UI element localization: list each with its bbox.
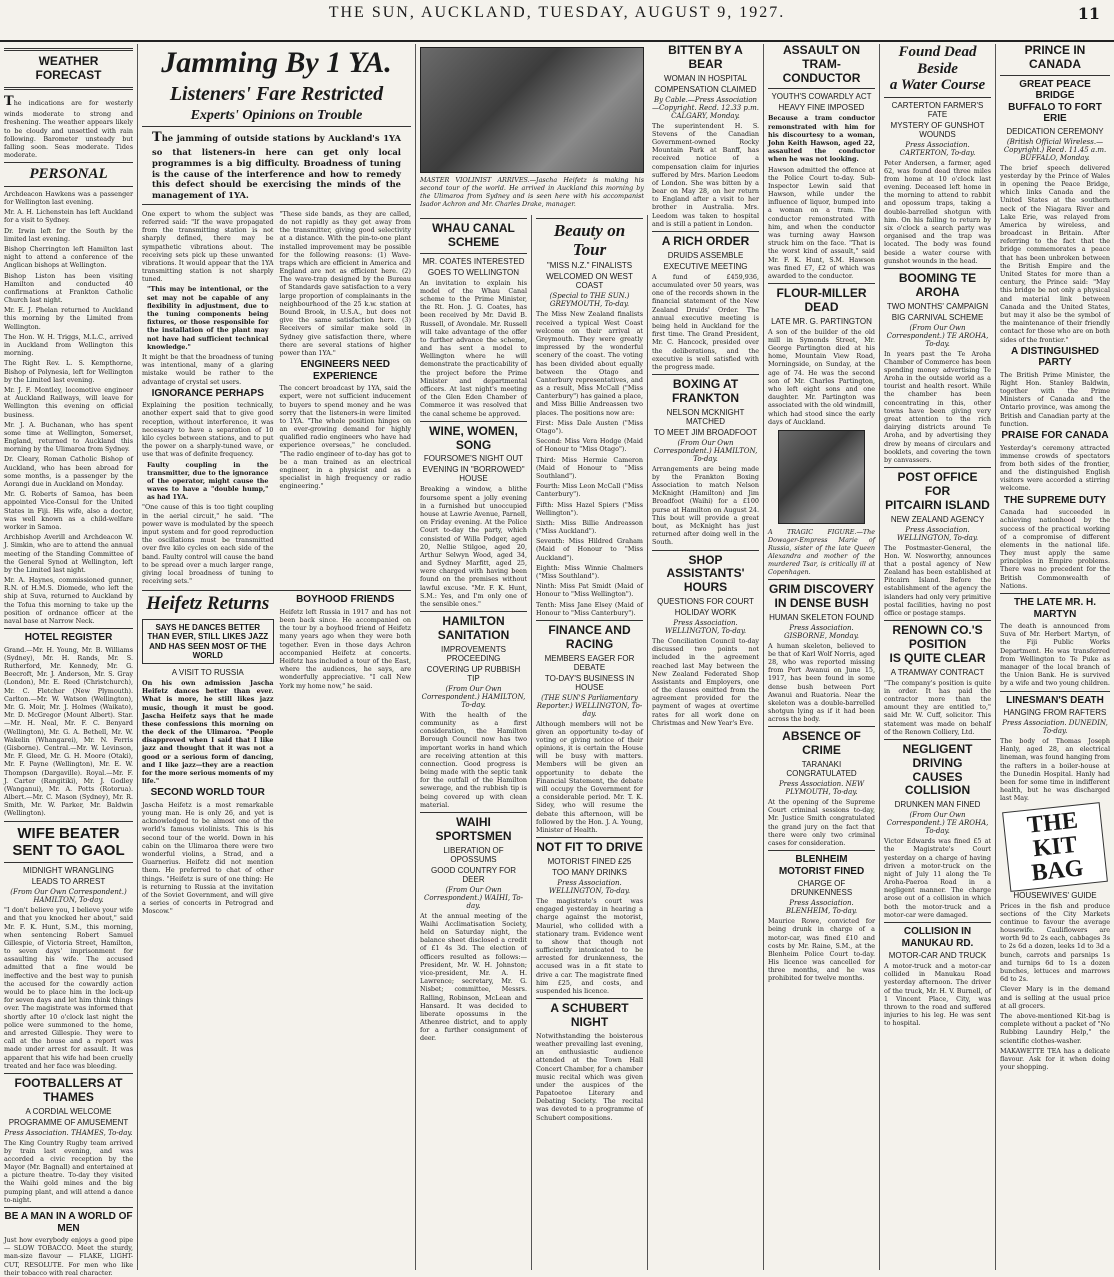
- finance-byline: (THE SUN'S Parliamentary Reporter.) WELLINGTON, To-day.: [536, 693, 643, 718]
- column-7: [880, 44, 996, 1270]
- prince-subhead: GREAT PEACE BRIDGE: [1019, 78, 1091, 102]
- finalist-item: Sixth: Miss Billie Andreasson ("Miss Auckland").: [536, 518, 643, 536]
- praise-heading: PRAISE FOR CANADA: [1001, 430, 1109, 442]
- grim-heading-2: IN DENSE BUSH: [774, 595, 869, 610]
- finalists-list: [536, 419, 643, 617]
- grim-heading: GRIM DISCOVERY: [769, 581, 874, 596]
- prince-subhead-3: DEDICATION CEREMONY: [1006, 126, 1104, 136]
- hotel-register-text: Grand.—Mr. H. Young, Mr. B. Williams (Sydney), Mr. H. Rands, Mr. S. Rutherford, Mr. Kennedy, Mr. G. Beecroft, Mr. J. Anderson, Mr. S. Gray (London), Mr. E. Reed (Christchurch), Mr. C. Fletcher (New Plymouth). Carlton.—Mr. W. Watson (Wellington), Mr. G. Moir, Mr. J. Holmes (Waikato), Mr. D. McGregor (Mount Albert). Star.—Mr. H. Neal, Mr. F. C. Benyard (Wellington), Mr. G. A. Bethell, Mr. W. Wakelin (Whangarei), Mr. N. Ferris (Gisborne). Central.—Mr. W. Levinson, Mr. F. Gleed, Mr. G. H. Moore (Otaki), Mr. F. Payne (Wellington), Mr. E. W. Thompson (Dargaville). Royal.—Mr. F. J. Carter (Rangitiki), Mr. J. Godley (Wanganui), Mr. A. Potts (Rotorua). Albert.—Mr. C. Mason (Sydney), Mr. R. Smith, Mr. W. Parker, Mr. Baldwin (Wellington).: [4, 645, 133, 818]
- grim-text: A human skeleton, believed to be that of Karl Wolf Norris, aged 28, who was reported missing from Port Awanui on June 15, 1917, has been found in some dense bush between Port Awanui and Ruatoria. Near the skeleton was a double-barrelled shotgun lying as if it had been across the body.: [768, 641, 875, 724]
- wine-subhead-2: EVENING IN "BORROWED" HOUSE: [422, 465, 525, 484]
- jamming-quote: Faulty coupling in the transmitter, due to the ignorance of the operator, might cause the waves to have a "double hump," as had 1YA.: [147, 460, 269, 502]
- waihi-heading: WAIHI SPORTSMEN: [435, 815, 512, 843]
- post-office-heading: POST OFFICE FOR: [897, 470, 978, 498]
- heifetz-headline: Heifetz Returns: [146, 593, 270, 615]
- wine-subhead: FOURSOME'S NIGHT OUT: [423, 454, 524, 464]
- jamming-text: One expert to whom the subject was referred said: "If the wave propagated from the transmitting station is not sharply defined, there may be sympathetic vibrations about. The receiving sets pick up these unwanted vibrations. It would appear that the 1YA transmitting station is not sharply tuned.: [142, 209, 274, 284]
- wife-beater-heading-2: SENT TO GAOL: [12, 841, 125, 859]
- assault-subhead-2: HEAVY FINE IMPOSED: [778, 103, 865, 113]
- post-office-byline: Press Association. WELLINGTON, To-day.: [896, 525, 979, 542]
- personal-item: Mr. A. H. Lichenstein has left Auckland for a visit to Sydney.: [4, 208, 133, 225]
- column-5: [648, 44, 764, 1270]
- blenheim-heading: BLENHEIM MOTORIST FINED: [778, 854, 865, 877]
- bear-subhead: WOMAN IN HOSPITAL: [664, 73, 747, 83]
- blenheim-byline: Press Association. BLENHEIM, To-day.: [785, 899, 858, 916]
- footballers-byline: Press Association. THAMES, To-day.: [4, 1128, 133, 1137]
- manukau-text: A motor-truck and a motor-car collided in Manukau Road yesterday afternoon. The driver of the truck, Mr. H. V. Burnell, of 1 Vincent Place, City, was thrown to the road and suffered injuries to his leg. He was sent to hospital.: [884, 962, 991, 1028]
- martyn-heading: THE LATE MR. H. MARTYN: [1013, 597, 1097, 620]
- finalist-item: First: Miss Dale Austen ("Miss Otago").: [536, 418, 643, 435]
- personal-item: Dr. Cleary, Roman Catholic Bishop of Auckland, who has been abroad for some months, is a passenger by the Aorangi due in Auckland on Monday.: [4, 455, 133, 489]
- kit-bag-text: The above-mentioned Kit-bag is complete without a packet of "No Rubbing Laundry Help," the scientific clothes-washer.: [1000, 1011, 1110, 1045]
- manukau-subhead: MOTOR-CAR AND TRUCK: [888, 951, 987, 960]
- kit-bag-logo-line: KIT: [1031, 831, 1079, 862]
- wine-text: Breaking a window, a blithe foursome spent a jolly evening in a furnished but unoccupied house at Lawrie Avenue, Parnell, on Friday evening. At the Police Court to-day the party, which consisted of Willa Podger, aged 20, Nellie Stilgoe, aged 20, Arthur Selwyn Wood, aged 34, and Sydney Marfitt, aged 25, were charged with having been found on the premises without lawful excuse. "Mr. F. K. Hunt, S.M.: Yes, and I'm only one of the sensible ones.": [420, 485, 527, 608]
- prince-subhead-2: BUFFALO TO FORT ERIE: [1008, 101, 1102, 125]
- personal-item: Bishop Cherrington left Hamilton last night to attend a conference of the Anglican bishops at Wellington.: [4, 244, 133, 270]
- personal-item: The Hon. W. H. Triggs, M.L.C., arrived in Auckland from Wellington this morning.: [4, 332, 133, 358]
- hamilton-byline: (From Our Own Correspondent.) HAMILTON, To-day.: [421, 684, 526, 709]
- water-course-text: Peter Andersen, a farmer, aged 62, was found dead three miles from home at 10 o'clock last evening. Deceased left home in the morning to attend to rabbit and opossum traps, taking a double-barrelled shotgun with him. On his failing to return by six o'clock a search party was organised and the trap was located. The body was found beside a water course with gunshot wounds in the head.: [884, 158, 991, 265]
- personal-item: Bishop Liston has been visiting Hamilton and conducted 40 confirmations at Frankton Catholic Church last night.: [4, 271, 133, 305]
- linesman-heading: LINESMAN'S DEATH: [1006, 694, 1104, 706]
- finalist-item: Ninth: Miss Pat Smidt (Maid of Honour to "Miss Wellington").: [536, 582, 643, 599]
- boxing-text: Arrangements are being made by the Frankton Boxing Association to match Nelson McKnight (Hamilton) and Jim Broadfoot (Waihi) for a £100 purse at Hamilton on August 24. This bout will provide a great bout, as McKnight has just returned after doing well in the South.: [652, 464, 759, 547]
- bear-byline: By Cable.—Press Association—Copyright. Recd. 12.33 p.m. CALGARY, Monday.: [652, 95, 759, 120]
- hotel-register-heading: HOTEL REGISTER: [24, 632, 113, 644]
- crime-byline: Press Association. NEW PLYMOUTH, To-day.: [778, 780, 865, 797]
- wife-beater-byline: (From Our Own Correspondent.) HAMILTON, To-day.: [10, 888, 127, 905]
- footballers-heading: FOOTBALLERS AT THAMES: [14, 1075, 123, 1104]
- column-8: [996, 44, 1114, 1270]
- party-heading: A DISTINGUISHED PARTY: [1011, 345, 1099, 369]
- assault-subhead: YOUTH'S COWARDLY ACT: [771, 92, 872, 102]
- heifetz-photo: [420, 47, 644, 173]
- party-text: The British Prime Minister, the Right Hon. Stanley Baldwin, together with the Prime Ministers of Canada and the Ontario province, was among the British and Canadian party at the function.: [1000, 370, 1110, 428]
- personal-item: Archdeacon Hawkens was a passenger for Wellington last evening.: [4, 189, 133, 207]
- assault-text: Hawson admitted the offence at the Police Court to-day. Sub-Inspector Lewin said that Hawson, while under the influence of liquor, bumped into a woman on a tram. The conductor remonstrated with him, and when the conductor was turning away Hawson struck him on the face. "That is the worst kind of assault," said Mr. F. K. Hunt, S.M. Hawson was fined £7, £2 of which was awarded to the conductor.: [768, 165, 875, 280]
- jamming-text: "These side bands, as they are called, do not rapidly as they get away from the transmitter, giving good selectivity at a distance. With the pin-to-one plant installed improvement may be possible for the following reasons: (1) Wave-traps which are efficient in America and England are not as efficient here. (2) The wave-trap designed by the Bureau of Standards gave satisfaction to a very large proportion of complainants in the neighbourhood of the 25 k.w. station at Bound Brook, in U.S.A., but does not give the same satisfaction here. (3) Receivers of similar make sold in Sydney give satisfaction there, where there are several stations of higher power than 1YA.": [279, 209, 411, 357]
- waihi-text: At the annual meeting of the Waihi Acclimatisation Society, held on Saturday night, the balance sheet disclosed a credit of £1 4s 3d. The election of officers resulted as follows:—President, Mr. W. H. Johnston; vice-president, Mr. A. H. Lawrence; secretary, Mr. G. Nisbet; committee, Messrs. Ralling, Robinson, McLean and Hansard. It was decided to liberate opossums in the Athenree district, and to apply for a further consignment of deer.: [420, 911, 527, 1043]
- duty-heading: THE SUPREME DUTY: [1003, 494, 1107, 506]
- flour-miller-heading: FLOUR-MILLER DEAD: [776, 286, 867, 314]
- te-aroha-byline: (From Our Own Correspondent.) TE AROHA, To-day.: [886, 323, 989, 348]
- waihi-subhead-2: GOOD COUNTRY FOR DEER: [430, 865, 517, 884]
- column-4: [532, 215, 648, 1270]
- boyhood-text: Heifetz left Russia in 1917 and has not been back since. He accompanied on the tour by a boyhood friend of Heifetz many years ago when they were both together. Even in those days Achron accompanied Heifetz at concerts. Heifetz has included a tour of the East, where the audiences, he says, are wonderfully appreciative. "I call New York my home now," he said.: [279, 607, 411, 690]
- finalist-item: Third: Miss Hermie Cameron (Maid of Honour to "Miss Southland").: [536, 455, 643, 480]
- finalist-item: Seventh: Miss Hildred Graham (Maid of Honour to "Miss Auckland").: [536, 537, 643, 562]
- blenheim-subhead: CHARGE OF DRUNKENNESS: [790, 879, 853, 898]
- crime-text: At the opening of the Supreme Court criminal sessions to-day, Mr. Justice Smith congratulated the grand jury on the fact that there were only two criminal cases for consideration.: [768, 798, 875, 847]
- not-fit-heading: NOT FIT TO DRIVE: [536, 840, 643, 855]
- engineers-heading: ENGINEERS NEED EXPERIENCE: [300, 359, 390, 382]
- wine-heading: WINE, WOMEN, SONG: [429, 423, 518, 452]
- water-course-subhead-2: MYSTERY OF GUNSHOT WOUNDS: [890, 120, 985, 139]
- heifetz-subhead: A VISIT TO RUSSIA: [171, 667, 244, 677]
- finalist-item: Tenth: Miss Jane Elsey (Maid of Honour to "Miss Canterbury").: [536, 600, 643, 617]
- not-fit-byline: Press Association. WELLINGTON, To-day.: [548, 878, 631, 895]
- water-course-headline-2: a Water Course: [889, 77, 986, 93]
- heifetz-text: On his own admission Jascha Heifetz dances better than ever. What is more, he still likes jazz music, though it must be good. Jascha Heifetz says that he made these confessions this morning on the deck of the Ulimaroa. "People disapproved when I said that I like jazz and thought that it was not a good or a serious form of dancing, and I like jazz—they are a reaction for the more serious moments of my life.": [142, 678, 274, 786]
- wife-beater-heading: WIFE BEATER: [17, 824, 120, 842]
- negligent-text: Victor Edwards was fined £5 at the Magistrate's Court yesterday on a charge of having driven a motor-truck on the night of July 11 along the Te Aroha-Paeroa Road in a negligent manner. The charge arose out of a collision in which both the motor-truck and a motor-car were damaged.: [884, 837, 991, 919]
- assault-lead: Because a tram conductor remonstrated with him for his discourtesy to a woman, John Keith Hawson, aged 22, assaulted the conductor when he was not looking.: [768, 114, 875, 164]
- dowager-caption: A TRAGIC FIGURE.—The Dowager-Empress Marie of Russia, sister of the late Queen Alexandra and mother of the murdered Tsar, is critically ill at Copenhagen.: [768, 527, 875, 576]
- heifetz-columns: [142, 594, 411, 917]
- jamming-subhead: Listeners' Fare Restricted: [169, 83, 384, 105]
- whau-heading: WHAU CANAL SCHEME: [432, 221, 515, 249]
- grim-subhead: HUMAN SKELETON FOUND: [769, 612, 874, 622]
- finalist-item: Eighth: Miss Winnie Chalmers ("Miss Southland").: [536, 563, 643, 580]
- renown-text: "The company's position is quite in order. It has paid the contractor more than the amount they are entitled to," said Mr. W. Cuff, solicitor. This statement was made on behalf of the Renown Colliery, Ltd.: [884, 678, 991, 736]
- post-office-subhead: NEW ZEALAND AGENCY: [890, 514, 985, 524]
- finance-text: Although members will not be given an opportunity to-day of voting or giving notice of their opinions, it is certain the House will be busy with matters. Members will be given an opportunity to debate the Financial Statement, the debate will occupy the Government for a considerable period. Mr. T. K. Sidey, who will resume the debate this afternoon, will be followed by the Hon. J. A. Young, Minister of Health.: [536, 719, 643, 834]
- heifetz-photo-caption: MASTER VIOLINIST ARRIVES.—Jascha Heifetz is making his second tour of the world. He arrived in Auckland this morning by the Ulimaroa from Sydney and is seen here with his accompanist Isador Achron and Mr. Charles Drake, manager.: [420, 176, 644, 208]
- water-course-subhead: CARTERTON FARMER'S FATE: [891, 100, 984, 119]
- tobacco-ad-text: Just how everybody enjoys a good pipe — SLOW TOBACCO. Meet the sturdy, man-size flavour — FLAKE, LIGHT-CUT, RESOLUTE. For men who like their tobacco with real character.: [4, 1236, 133, 1277]
- duty-text: Canada had succeeded in achieving nationhood by the success of the practical working of a compromise of different elements in the national life. They must apply the same principles in Empire problems. There was no precedent for the British Commonwealth of Nations.: [1000, 508, 1110, 590]
- masthead: [0, 0, 1114, 42]
- kit-bag-text: Clever Mary is in the demand and is selling at the usual price at all grocers.: [1000, 985, 1110, 1010]
- whau-subhead: MR. COATES INTERESTED: [422, 256, 525, 266]
- linesman-subhead: HANGING FROM RAFTERS: [1003, 708, 1107, 718]
- praise-text: Yesterday's ceremony attracted immense crowds of spectators from both sides of the frontier, and the distinguished English visitors were accorded a stirring welcome.: [1000, 443, 1110, 493]
- footballers-subhead: A CORDIAL WELCOME: [25, 1106, 112, 1116]
- hamilton-text: With the health of the community as a first consideration, the Hamilton Borough Council now has two important works in hand which are receiving attention at this connection. Good progress is being made with the septic tank for the outfall of the Hamilton sewerage, and the rubbish tip is being covered up with clean material.: [420, 710, 527, 809]
- renown-subhead: A TRAMWAY CONTRACT: [890, 667, 985, 677]
- water-course-headline: Found Dead Beside: [898, 44, 977, 77]
- beauty-text: The Miss New Zealand finalists received a typical West Coast welcome on their arrival at Greymouth. They were greatly impressed by the wonderful scenery of the coast. The voting has been divided about equally between the Otago and Canterbury representatives, and as a result, Miss McCall ("Miss Canterbury") has gained a place, and Miss Billie Andreassen two places. The positions now are:: [536, 310, 643, 417]
- jamming-quote: "This may be intentional, or the set may not be capable of any flexibility in adjustment, due to the tuning components being fixtures, or those responsible for the installation of the plant may not have had sufficient technical knowledge.": [147, 285, 269, 351]
- column-6: [764, 44, 880, 1270]
- negligent-subhead: DRUNKEN MAN FINED: [894, 800, 981, 810]
- grim-byline: Press Association. GISBORNE, Monday.: [784, 623, 859, 640]
- kit-bag-subhead: HOUSEWIVES' GUIDE: [1013, 890, 1097, 900]
- te-aroha-heading: BOOMING TE AROHA: [898, 270, 977, 299]
- blenheim-text: Maurice Rowe, convicted for being drunk in charge of a motor-car, was fined £10 and costs by Mr. Raine, S.M., at the Blenheim Police Court to-day. His licence was cancelled for three months, and he was prohibited for twelve months.: [768, 917, 875, 983]
- martyn-text: The death is announced from Suva of Mr. Herbert Martyn, of the Fiji Public Works Department. He was transferred from Wellington to Te Puke as manager of the local branch of the Union Bank. He is survived by a wife and two young children.: [1000, 622, 1110, 688]
- te-aroha-text: In years past the Te Aroha Chamber of Commerce has been spending money advertising Te Aroha in the outside world as a tourist and health resort. While the chamber has been concentrating in this, other towns have been giving very great attention to the rich dairying districts around Te Aroha, and by advertising they drew by means of circulars and booklets, and covering the town by canvassers.: [884, 349, 991, 464]
- hamilton-heading: HAMILTON SANITATION: [437, 614, 510, 642]
- negligent-byline: (From Our Own Correspondent.) TE AROHA, To-day.: [886, 811, 989, 836]
- rich-order-subhead: DRUIDS ASSEMBLE: [667, 250, 744, 260]
- renown-heading-2: POSITION: [908, 637, 967, 652]
- boxing-byline: (From Our Own Correspondent.) HAMILTON, To-day.: [653, 438, 758, 463]
- hamilton-subhead: IMPROVEMENTS PROCEEDING: [441, 644, 506, 663]
- not-fit-subhead-2: TOO MANY DRINKS: [552, 867, 627, 877]
- heifetz-box-text: SAYS HE DANCES BETTER THAN EVER, STILL LIKES JAZZ AND HAS SEEN MOST OF THE WORLD: [147, 623, 269, 660]
- flour-miller-text: A son of the builder of the old mill in Symonds Street, Mr. George Partington died at his home, Mountain View Road, Morningside, on Sunday, at the age of 74. He was the second son of Mr. Charles Partington, who left eight sons and one daughter. Mr. Partington was associated with the old windmill, which had stood since the early days of Auckland.: [768, 327, 875, 426]
- renown-heading: RENOWN CO.'S: [892, 623, 983, 638]
- world-tour-text: Jascha Heifetz is a most remarkable young man. He is only 26, and yet is acknowledged to be almost one of the world's famous violinists. This is his second tour of the world. Down in his cabin on the Ulimaroa there were two wonderful violins, a Strad, and a Guarnerius. Heifetz did not mention them. He preferred to chat of other things. "Heifetz is sure of one thing: He is returning to Russia at the invitation of the Soviet Government, and will give a series of concerts in Petrograd and Moscow.": [142, 800, 274, 916]
- jamming-text: Explaining the position technically, another expert said that to give good reception, without interference, it was necessary to have a separation of 10 kilo cycles between stations, and to put the power on a sharply-tuned wave, or use that was of definite frequency.: [142, 401, 274, 459]
- not-fit-text: The magistrate's court was engaged yesterday in hearing a charge against the motorist, Mauriel, who collided with a stationary tram. Evidence went to show that though not sufficiently intoxicated to be arrested for drunkenness, the accused was in a fit state to drive a car. The magistrate fined him £25, and costs, and suspended his licence.: [536, 896, 643, 996]
- flour-miller-subhead: LATE MR. G. PARTINGTON: [771, 316, 872, 326]
- crime-heading: ABSENCE OF CRIME: [782, 729, 861, 758]
- prince-text: The brief speech delivered yesterday by the Prince of Wales in opening the Peace Bridge, which links Canada and the United States at the southern neck of the Niagara River and Lake Erie, was relayed from America by wireless, and broadcast in Britain. After referring to the fact that the bridge commemorates a peace that has been unbroken between the British Empire and the United States for more than a century, the Prince said: "May this bridge be not only a physical and material link between Canada and the United States, but may it also be the symbol of the maintenance of their friendly contact for those who are on both sides of the frontier.": [1000, 163, 1110, 344]
- kit-bag-text: MAKAWETTE TEA has a delicate flavour. Ask for it when doing your shopping.: [1000, 1046, 1110, 1072]
- manukau-heading: COLLISION IN MANUKAU RD.: [901, 926, 974, 949]
- te-aroha-subhead: TWO MONTHS' CAMPAIGN: [886, 301, 989, 311]
- assault-heading: ASSAULT ON: [782, 43, 861, 57]
- kit-bag-text: Prices in the fish and produce sections of the City Markets continue to favour the average housewife. Cauliflowers are worth 9d to 2s each, cabbages 3s to 2s 6d a dozen, leeks 1d to 3d a bunch, carrots and parsnips 1s and turnips 6d to 1s a dozen bunches, lettuces and marrows 6d to 2s.: [1000, 901, 1110, 984]
- whau-text: An invitation to explain his model of the Whau Canal scheme to the Prime Minister, the Rt. Hon. J. G. Coates, has been received by Mr. David B. Russell, of Avondale. Mr. Russell will take advantage of the offer to further advance the scheme, and has sent a model to Wellington where he will demonstrate the practicability of the project before the Prime Minister and departmental officers. At last night's meeting of the Glen Eden Chamber of Commerce it was resolved that the canal scheme be approved.: [420, 278, 527, 418]
- personal-item: Mr. G. Roberts of Samoa, has been appointed Vice-Consul for the United States in Fiji. His wife, also a doctor, was well known as a child-welfare worker in Samoa.: [4, 490, 133, 531]
- jamming-text: "One cause of this is too tight coupling in the aerial circuit," he said. "The power wave is modulated by the speech input system and for good reproduction the oscillations must be transmitted over five kilo cycles on each side of the band. Faulty control will cause the band to be spread over a much larger range, giving local broadness of tuning to receiving sets.": [142, 503, 274, 586]
- linesman-byline: Press Association. DUNEDIN, To-day.: [1002, 719, 1108, 736]
- weather-heading: WEATHER FORECAST: [35, 54, 102, 82]
- personal-item: Archbishop Averill and Archdeacon W. J. Simkin, who are to attend the annual meeting of the Standing Committee of the General Synod at Wellington, left by the Limited last night.: [4, 533, 133, 574]
- column-2: [138, 44, 416, 1270]
- personal-item: Mr. E. J. Phelan returned to Auckland this morning by the Limited from Wellington.: [4, 306, 133, 331]
- kit-bag-logo-line: BAG: [1030, 854, 1085, 887]
- jamming-text: The concert broadcast by 1YA, said the expert, were not sufficient inducement to buyers to spend money and he was sorry that the listeners-in were limited to 1YA. "The whole position hinges on an ever-growing demand for highly qualified radio engineers who have had experience overseas," he concluded. "The radio engineer of to-day has got to be a man trained as an electrical engineer, in a physicist and as a specialist in high frequency or radio engineering.": [279, 384, 411, 491]
- personal-list: [4, 190, 133, 625]
- bear-heading: BITTEN BY A BEAR: [668, 43, 743, 71]
- footballers-subhead-2: PROGRAMME OF AMUSEMENT: [8, 1117, 129, 1127]
- jamming-subhead-2: Experts' Opinions on Trouble: [190, 108, 363, 123]
- boyhood-heading: BOYHOOD FRIENDS: [296, 594, 395, 606]
- finalist-item: Fifth: Miss Hazel Spiers ("Miss Wellington").: [536, 500, 643, 517]
- page-number: 11: [1077, 4, 1100, 23]
- weather-text: The indications are for westerly winds moderate to strong and freshening. The weather appears likely to be cloudy and unsettled with rain following. Barometer unsteady but falling soon. Seas moderate. Tides moderate.: [4, 93, 133, 160]
- schubert-heading: A SCHUBERT NIGHT: [550, 1001, 629, 1029]
- finance-heading: FINANCE AND RACING: [548, 622, 631, 651]
- personal-item: Mr. A. Haynes, commissioned gunner, R.N. of H.M.S. Diomede, who left the ship at Suva, returned to Auckland by the Tofua this morning to take up the position of ordnance officer at the naval base at Narrow Neck.: [4, 576, 133, 626]
- not-fit-subhead: MOTORIST FINED £25: [547, 856, 632, 866]
- rich-order-text: A fund of £459,936, accumulated over 50 years, was one of the records shown in the financial statement of the New Zealand Druids' Order. The annual executive meeting is being held in Auckland for the first time. The Grand President, Mr. C. Hancock, presided over the deliberations, and the executive is well satisfied with the progress made.: [652, 272, 759, 371]
- assault-heading-2: TRAM-CONDUCTOR: [782, 56, 861, 85]
- kit-bag-logo: [1002, 802, 1108, 892]
- bear-subhead-2: COMPENSATION CLAIMED: [654, 84, 757, 94]
- waihi-byline: (From Our Own Correspondent.) WAIHI, To-day.: [423, 885, 524, 910]
- negligent-heading: NEGLIGENT DRIVING: [902, 741, 973, 770]
- personal-item: Dr. Irwin left for the South by the limited last evening.: [4, 226, 133, 243]
- beauty-headline: Beauty on Tour: [553, 221, 626, 259]
- te-aroha-subhead-2: BIG CARNIVAL SCHEME: [891, 312, 984, 322]
- bear-text: The superintendent H. S. Stevens of the Canadian Government-owned Rocky Mountain Park at Banff, has received notice of a compensation claim for injuries suffered by Mrs. Marion Leedom of London. She was bitten by a bear on May 28, on her return to England after a visit to her brother in Australia. Mrs. Leedom was taken to hospital and is still a patient in London.: [652, 121, 759, 228]
- jamming-text: It might be that the broadness of tuning was intentional, many of a glaring mistake would be rather to the advantage of crystal set users.: [142, 352, 274, 386]
- whau-subhead-2: GOES TO WELLINGTON: [427, 267, 520, 277]
- wife-beater-subhead-2: LEADS TO ARREST: [31, 877, 106, 887]
- beauty-byline: (Special to THE SUN.) GREYMOUTH, To-day.: [549, 292, 630, 309]
- jamming-headline: Jamming By 1 YA.: [161, 46, 392, 79]
- heifetz-box: [142, 619, 274, 664]
- jamming-lead: The jamming of outside stations by Auckland's 1YA so that listeners-in here can get only local programmes is a big difficulty. Broadness of tuning is the cause of the interference and how to remedy this defect should be exercising the minds of the management of 1YA.: [152, 130, 401, 201]
- rich-order-heading: A RICH ORDER: [661, 234, 750, 249]
- masthead-title: THE SUN, AUCKLAND, TUESDAY, AUGUST 9, 1927.: [328, 4, 786, 21]
- prince-heading: PRINCE IN CANADA: [1024, 43, 1086, 71]
- schubert-text: Notwithstanding the boisterous weather prevailing last evening, an enthusiastic audience attended at the Town Hall Concert Chamber, for a chamber music recital which was given under the auspices of the Papatoetoe Literary and Debating Society. The recital was devoted to a programme of Schubert compositions.: [536, 1031, 643, 1122]
- column-1: [0, 44, 138, 1277]
- linesman-text: The body of Thomas Joseph Hanly, aged 28, an electrical lineman, was found hanging from the rafters in a boiler-house at the Dunedin Hospital. Hanly had been for some time in indifferent health, but he was discharged last May.: [1000, 737, 1110, 803]
- finance-subhead: MEMBERS EAGER FOR DEBATE: [544, 653, 635, 672]
- world-tour-heading: SECOND WORLD TOUR: [150, 787, 265, 799]
- finance-subhead-2: TO-DAY'S BUSINESS IN HOUSE: [544, 673, 635, 692]
- boxing-heading: BOXING AT FRANKTON: [671, 377, 740, 405]
- tobacco-ad-heading: BE A MAN IN A WORLD OF MEN: [4, 1211, 133, 1234]
- finalist-item: Second: Miss Vera Hodge (Maid of Honour to "Miss Otago").: [536, 437, 643, 454]
- shop-subhead-2: HOLIDAY WORK: [674, 607, 737, 617]
- crime-subhead: TARANAKI CONGRATULATED: [786, 760, 857, 779]
- negligent-heading-2: CAUSES COLLISION: [904, 769, 971, 798]
- shop-text: The Conciliation Council to-day discussed two points not included in the agreement reached last May between the New Zealand Federated Shop Assistants and Employers, one of the clauses omitted from the agreement provided for the payment of wages at overtime rates for all work done on Christmas and New Year's Eve.: [652, 636, 759, 727]
- heifetz-photo-block: [420, 44, 644, 212]
- jamming-body-columns: [142, 208, 411, 588]
- beauty-subhead: "MISS N.Z." FINALISTS: [546, 261, 633, 271]
- personal-item: The Right Rev. L. S. Kempthorne, Bishop of Polynesia, left for Wellington by the Limited last evening.: [4, 359, 133, 384]
- kit-bag-logo-line: THE: [1025, 807, 1080, 839]
- hamilton-subhead-2: COVERING UP RUBBISH TIP: [426, 664, 521, 683]
- rich-order-subhead-2: EXECUTIVE MEETING: [663, 261, 748, 271]
- wife-beater-subhead: MIDNIGHT WRANGLING: [23, 866, 114, 876]
- shop-subhead: QUESTIONS FOR COURT: [657, 596, 754, 606]
- footballers-text: The King Country Rugby team arrived by train last evening, and was accorded a civic reception by the Mayor (Mr. Bagnall) and entertained at a picture theatre. To-day they visited the Waihi gold mines and the big pumping plant, and will attend a dance to-night.: [4, 1138, 133, 1204]
- column-3: [416, 215, 532, 1270]
- personal-item: Mr. J. A. Buchanan, who has spent some time at Wellington, Somerset, England, returned to Auckland this morning by the Ulimaroa from Sydney.: [4, 420, 133, 454]
- shop-heading: SHOP ASSISTANTS' HOURS: [666, 552, 745, 595]
- shop-byline: Press Association. WELLINGTON, To-day.: [664, 618, 747, 635]
- water-course-byline: Press Association. CARTERTON, To-day.: [899, 140, 976, 157]
- wife-beater-text: "I don't believe you, I believe your wife and that you knocked her about," said Mr. F. K. Hunt, S.M., this morning, when sentencing Robert Samuel Gillespie, of Victoria Street, Hamilton, to seven days' imprisonment for assaulting his wife. The accused admitted that a fine would be ineffective and the best way to punish the accused for the cowardly action would be to place him in the lock-up for seven days and let him think things over. The magistrate was informed that shortly after 10 o'clock last night the police were summoned to the home, and arrested Gillespie. They were to call at the house and a report was made under arrest for assault. It was apparent that his wife had been cruelly treated and her face was bleeding.: [4, 906, 133, 1070]
- post-office-text: The Postmaster-General, the Hon. W. Nosworthy, announces that a postal agency of New Zealand has been established at Pitcairn Island. Before the establishment of the agency the islanders had only very primitive postal facilities, having no post office or postage stamps.: [884, 543, 991, 618]
- prince-byline: (British Official Wireless.—Copyright.) Recd. 11.45 a.m. BUFFALO, Monday.: [1003, 137, 1107, 162]
- boxing-subhead-2: TO MEET JIM BROADFOOT: [653, 427, 758, 437]
- dowager-photo: [778, 430, 865, 524]
- post-office-heading-2: PITCAIRN ISLAND: [885, 497, 990, 512]
- ignorance-heading: IGNORANCE PERHAPS: [151, 387, 264, 399]
- personal-heading: PERSONAL: [29, 166, 108, 183]
- boxing-subhead: NELSON MCKNIGHT MATCHED: [666, 407, 745, 426]
- personal-item: Mr. J. F. Montley, locomotive engineer at Auckland Railways, will leave for Wellington this evening on official business.: [4, 385, 133, 419]
- beauty-subhead-2: WELCOMED ON WEST COAST: [546, 272, 633, 291]
- finalist-item: Fourth: Miss Leon McCall ("Miss Canterbury").: [536, 482, 643, 499]
- waihi-subhead: LIBERATION OF OPOSSUMS: [443, 845, 504, 864]
- renown-heading-3: IS QUITE CLEAR: [889, 650, 986, 665]
